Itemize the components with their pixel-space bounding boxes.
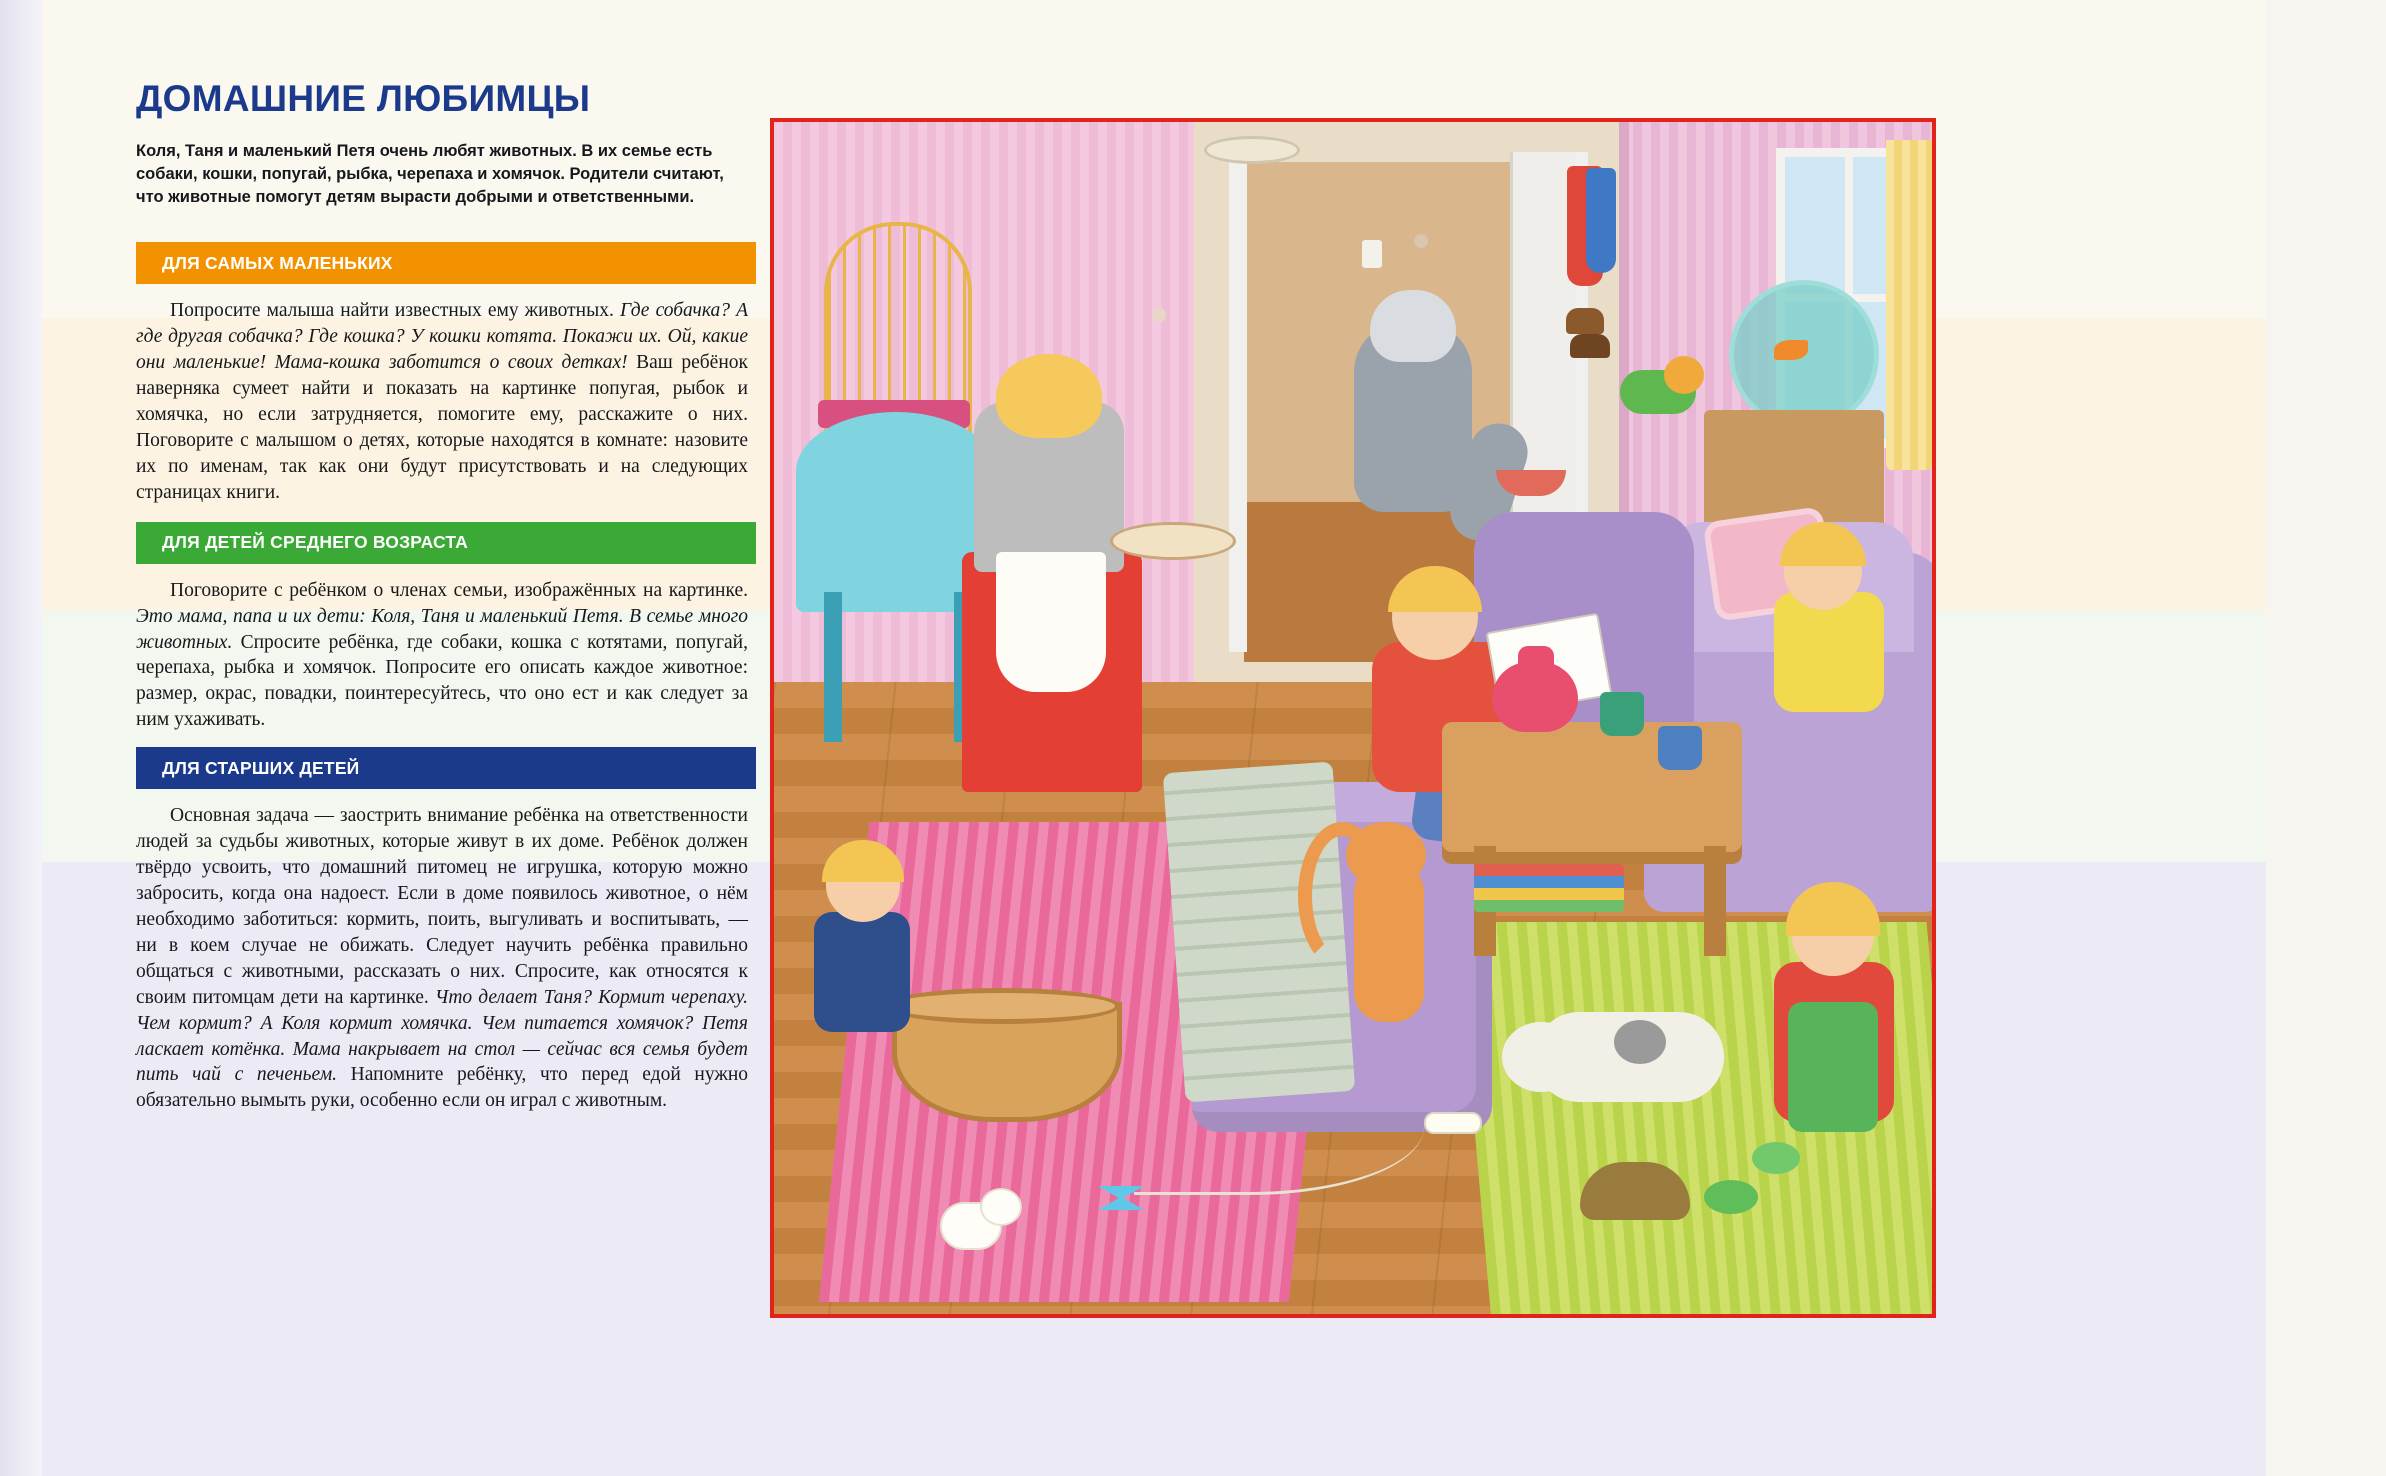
- section-body-older: [136, 789, 748, 1114]
- orange-cat-head: [1346, 822, 1426, 888]
- illustration-frame: [770, 118, 1936, 1318]
- lettuce-leaf-one: [1704, 1180, 1758, 1214]
- text-italic: Что делает Таня? Кормит черепаху. Чем кормит? А Коля кормит хомячка. Чем питается хомячок? Петя ласкает котёнка. Мама накрывает на стол — сейчас вся семья будет пить чай с печеньем.: [136, 986, 748, 1086]
- text-plain: Основная задача — заострить внимание ребёнка на ответственности людей за судьбы животных, которые живут в их доме. Ребёнок должен твёрдо усвоить, что домашний питомец не игрушка, которую можно забросить, когда она надоест. Если в доме появилось животное, о нём необходимо заботиться: кормить, поить, выгуливать и воспитывать, — ни в коем случае не обижать. Следует научить ребёнка правильно общаться с животными, рассказать о них. Спросите, как относятся к своим питомцам дети на картинке.: [136, 805, 748, 1008]
- puppy-spot: [1614, 1020, 1666, 1064]
- text-italic: Где собачка? А где другая собачка? Где кошка? У кошки котята. Покажи их. Ой, какие они маленькие! Мама-кошка заботится о своих детках!: [136, 300, 749, 374]
- goldfish: [1774, 340, 1808, 360]
- text-plain: Попросите малыша найти известных ему животных.: [170, 300, 620, 322]
- white-kitten-head: [980, 1188, 1022, 1226]
- section-heading-older: ДЛЯ СТАРШИХ ДЕТЕЙ: [136, 747, 756, 789]
- curtain: [1886, 140, 1932, 470]
- section-body-middle: [136, 564, 748, 734]
- boy-with-kitten-body: [814, 912, 910, 1032]
- text-plain-2: Ваш ребёнок наверняка сумеет найти и показать на картинке попугая, рыбок и хомячка, но если затрудняется, помогите ему, расскажите о них. Поговорите с малышом о детях, которые находятся в комнате: назовите их по именам, так как они будут присутствовать и на следующих страницах книги.: [136, 352, 748, 503]
- ceiling-lamp: [1204, 136, 1300, 164]
- blue-table-leg-left: [824, 592, 842, 742]
- text-plain: Поговорите с ребёнком о членах семьи, изображённых на картинке.: [170, 579, 748, 601]
- coffee-table-leg-right: [1704, 846, 1726, 956]
- illustration: [774, 122, 1932, 1314]
- section-youngest: [136, 242, 756, 505]
- wall-hook-one: [1152, 308, 1166, 322]
- blue-coat: [1586, 168, 1616, 273]
- tortoise: [1580, 1162, 1690, 1220]
- bone: [1424, 1112, 1482, 1134]
- intro-paragraph: Коля, Таня и маленький Петя очень любят животных. В их семье есть собаки, кошки, попугай, рыбка, черепаха и хомячок. Родители считают, что животные помогут детям вырасти добрыми и ответственными.: [136, 142, 724, 206]
- text-column: [136, 78, 756, 1114]
- text-plain-2: Спросите ребёнка, где собаки, кошка с котятами, попугай, черепаха, рыбка и хомячок. Попросите его описать каждое животное: размер, окрас, повадки, поинтересуйтесь, что оно ест и как следует за ним ухаживать.: [136, 631, 748, 731]
- section-body-youngest: [136, 284, 748, 505]
- mother-hair: [996, 354, 1102, 438]
- page-title: ДОМАШНИЕ ЛЮБИМЦЫ: [136, 78, 591, 119]
- parrot-head: [1664, 356, 1704, 394]
- section-heading-youngest: ДЛЯ САМЫХ МАЛЕНЬКИХ: [136, 242, 756, 284]
- blue-mug: [1658, 726, 1702, 770]
- door-frame-left: [1229, 152, 1247, 652]
- teapot: [1492, 662, 1578, 732]
- mother-apron: [996, 552, 1106, 692]
- section-middle: [136, 522, 756, 734]
- lettuce-leaf-two: [1752, 1142, 1800, 1174]
- boy-on-sofa-body: [1774, 592, 1884, 712]
- green-mug: [1600, 692, 1644, 736]
- stack-of-books: [1474, 864, 1624, 912]
- page-right-edge: [2266, 0, 2386, 1476]
- text-italic: Это мама, папа и их дети: Коля, Таня и маленький Петя. В семье много животных.: [136, 605, 748, 653]
- shoe-one: [1566, 308, 1604, 334]
- cat-basket-rim: [884, 988, 1120, 1024]
- section-heading-middle: ДЛЯ ДЕТЕЙ СРЕДНЕГО ВОЗРАСТА: [136, 522, 756, 564]
- puppy-head: [1502, 1022, 1580, 1092]
- page-left-edge: [0, 0, 42, 1476]
- text-plain-2: Напомните ребёнку, что перед едой нужно обязательно вымыть руки, особенно если он играл с животным.: [136, 1064, 749, 1112]
- teapot-lid: [1518, 646, 1554, 666]
- light-switch: [1362, 240, 1382, 268]
- wall-hook-two: [1414, 234, 1428, 248]
- cookie-tray: [1110, 522, 1236, 560]
- shoe-two: [1570, 334, 1610, 358]
- girl-apron: [1788, 1002, 1878, 1132]
- section-older: [136, 747, 756, 1114]
- husky-dog-head: [1370, 290, 1456, 362]
